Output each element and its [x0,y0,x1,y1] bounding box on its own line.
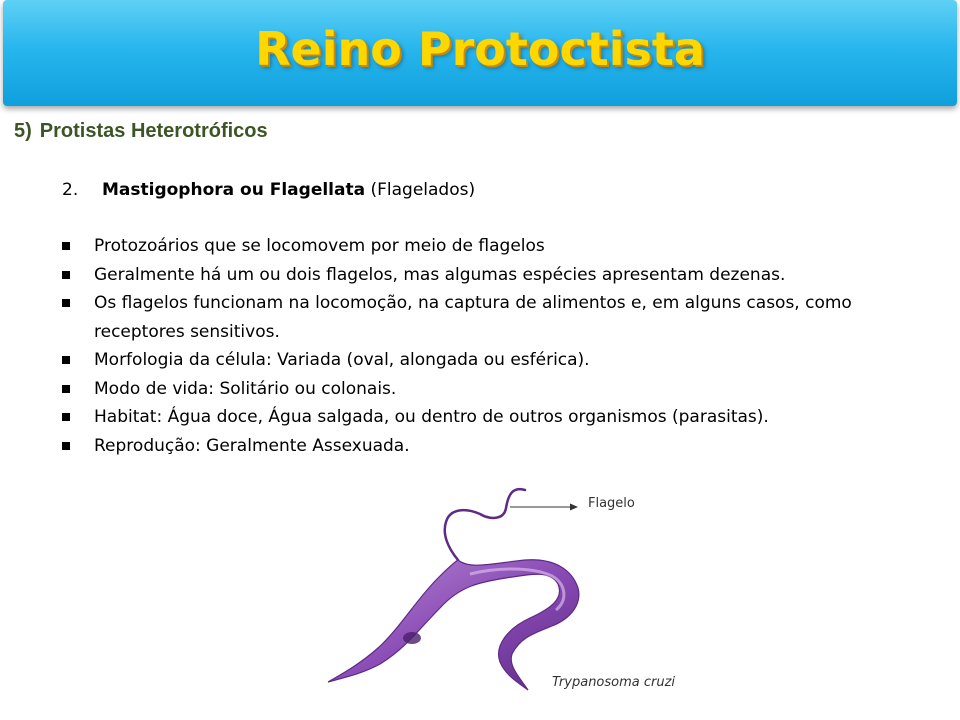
square-bullet-icon [62,242,70,250]
square-bullet-icon [62,271,70,279]
subheading-number: 2. [62,180,79,200]
species-caption: Trypanosoma cruzi [552,675,676,690]
square-bullet-icon [62,356,70,364]
subheading-normal-text: (Flagelados) [365,180,476,200]
section-number: 5) [14,120,32,142]
arrow-head-icon [570,504,578,511]
list-item [60,432,940,461]
organism-body-shape [328,560,579,690]
list-item [60,232,940,261]
list-item [60,346,940,375]
bullet-text: Os flagelos funcionam na locomoção, na captura de alimentos e, em alguns casos, como receptores sensitivos. [94,293,852,342]
list-item [60,403,940,432]
flagellum-shape [445,489,525,560]
nucleus-shape [403,632,421,644]
square-bullet-icon [62,385,70,393]
subheading [62,180,475,200]
title-banner [3,0,957,106]
bullet-text: Geralmente há um ou dois flagelos, mas algumas espécies apresentam dezenas. [94,264,786,285]
subheading-bold-text: Mastigophora ou Flagellata [102,180,366,200]
list-item [60,375,940,404]
bullet-text: Habitat: Água doce, Água salgada, ou dentro de outros organismos (parasitas). [94,407,769,427]
bullet-text: Morfologia da célula: Variada (oval, alongada ou esférica). [94,350,590,370]
trypanosoma-illustration [320,478,710,708]
bullet-list [60,232,940,460]
section-heading [14,120,268,143]
bullet-text: Reprodução: Geralmente Assexuada. [94,435,410,456]
square-bullet-icon [62,442,70,450]
bullet-text: Protozoários que se locomovem por meio de flagelos [94,236,545,256]
slide-title: Reino Protoctista [255,22,705,76]
square-bullet-icon [62,413,70,421]
section-title: Protistas Heterotróficos [39,120,268,142]
list-item [60,289,940,346]
list-item [60,261,940,290]
square-bullet-icon [62,299,70,307]
flagelo-label: Flagelo [588,496,635,511]
bullet-text: Modo de vida: Solitário ou colonais. [94,378,397,399]
